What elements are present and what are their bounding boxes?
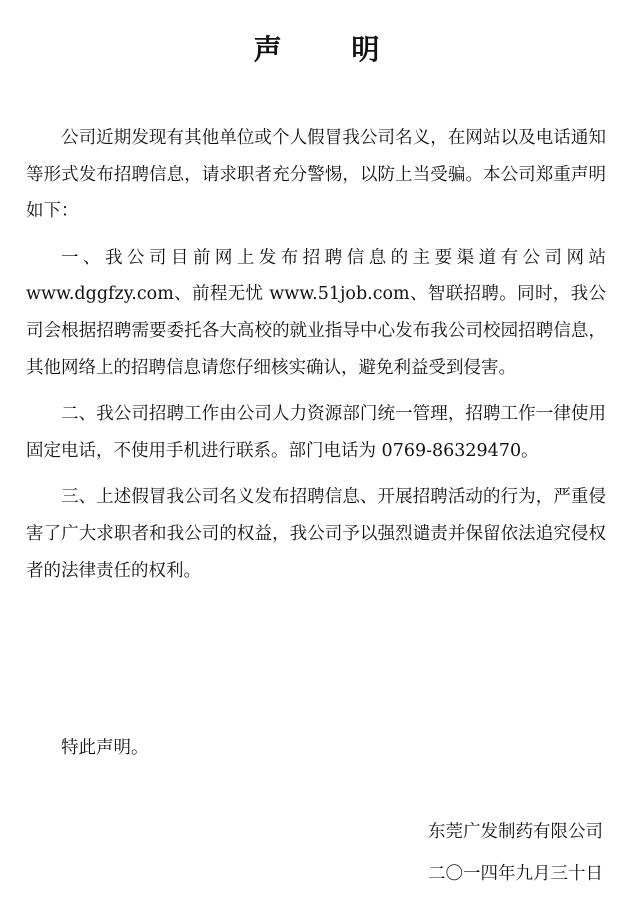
paragraph-item-1: 一、我公司目前网上发布招聘信息的主要渠道有公司网站www.dggfzy.com、前程无忧 www.51job.com、智联招聘。同时，我公司会根据招聘需要委托各大高校的就业指导中心发布我公司校园招聘信息，其他网络上的招聘信息请您仔细核实确认，避免利益受到侵害。 [26,247,606,378]
statement-date: 二〇一四年九月三十日 [428,864,603,884]
paragraph-item-2: 二、我公司招聘工作由公司人力资源部门统一管理，招聘工作一律使用固定电话，不使用手机进行联系。部门电话为 0769-86329470。 [26,404,606,461]
page-title: 声 明 [253,33,410,66]
closing-statement: 特此声明。 [61,738,149,758]
paragraph-intro: 公司近期发现有其他单位或个人假冒我公司名义，在网站以及电话通知等形式发布招聘信息，请求职者充分警惕，以防上当受骗。本公司郑重声明如下： [26,128,606,222]
paragraph-item-3: 三、上述假冒我公司名义发布招聘信息、开展招聘活动的行为，严重侵害了广大求职者和我公司的权益，我公司予以强烈谴责并保留依法追究侵权者的法律责任的权利。 [26,487,606,581]
company-name: 东莞广发制药有限公司 [428,822,603,842]
statement-body [26,120,606,589]
